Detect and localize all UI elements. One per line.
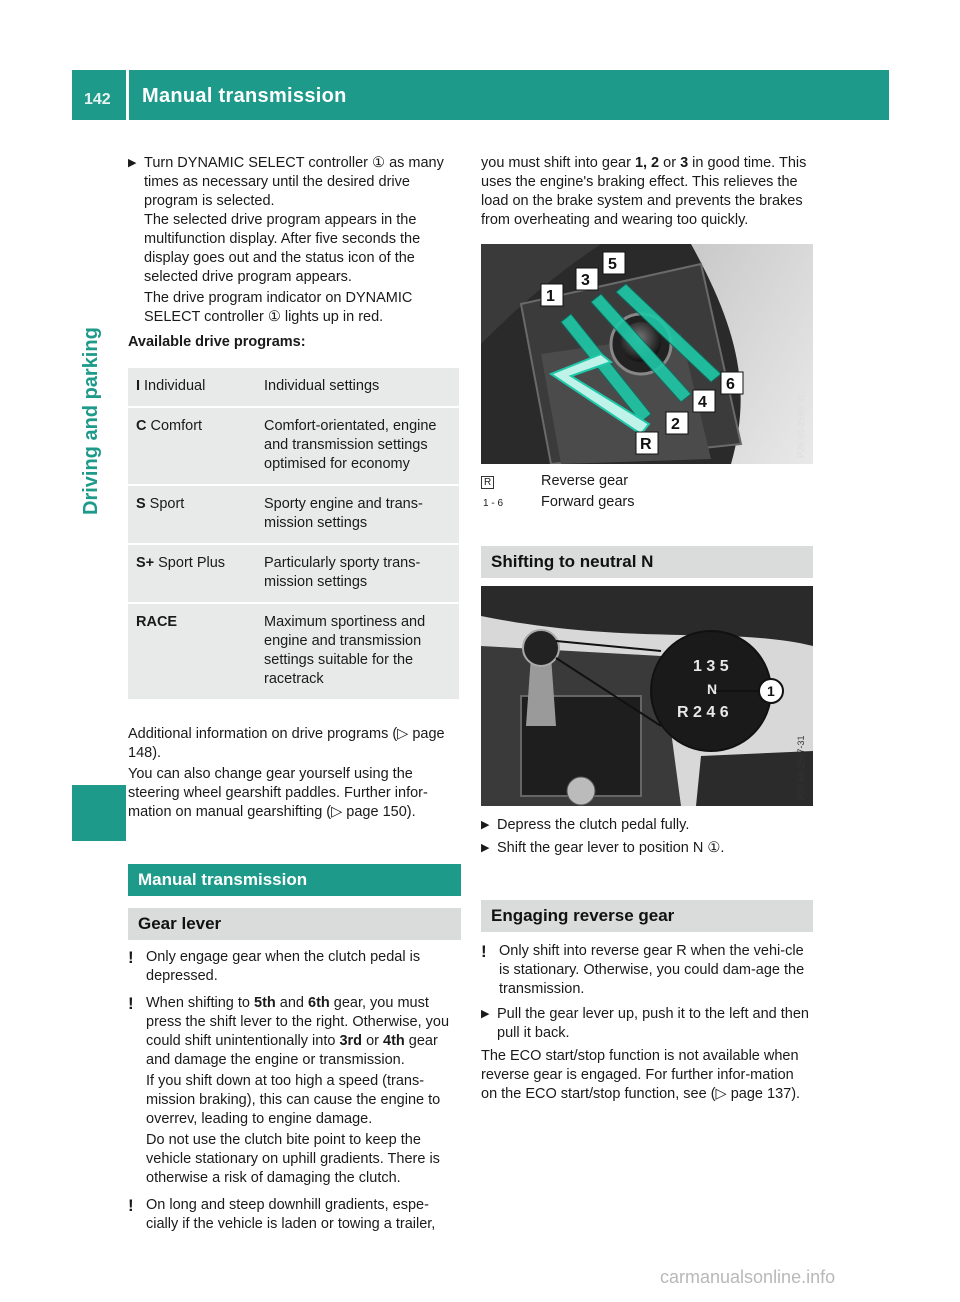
warning-text-2: If you shift down at too high a speed (trans-mission braking), this can cause the engine to overrev, leading to engine damage.: [146, 1073, 441, 1127]
legend-key: 1 - 6: [483, 498, 504, 509]
step: ▶ Depress the clutch pedal fully.: [481, 817, 690, 833]
program-name: Sport: [149, 496, 185, 512]
program-name-cell: [128, 485, 264, 544]
warning-icon: !: [128, 994, 134, 1013]
chapter-label: Driving and parking: [80, 327, 102, 515]
instruction-step: [128, 154, 461, 211]
step-arrow-icon: ▶: [481, 1008, 490, 1020]
knob-neutral: N: [707, 681, 718, 697]
instruction-text: Turn DYNAMIC SELECT controller ① as many times as necessary until the desired drive program is selected.: [144, 155, 444, 209]
warning-text-3: Do not use the clutch bite point to keep the vehicle stationary on uphill gradients. There is otherwise a risk of damaging the clutch.: [146, 1132, 440, 1186]
program-desc-cell: Particularly sporty trans-mission settings: [264, 544, 459, 603]
warning-text: On long and steep downhill gradients, espe-cially if the vehicle is laden or towing a trailer,: [146, 1197, 436, 1232]
neutral-steps: [481, 816, 813, 858]
warning-1: [128, 948, 461, 986]
program-code: S+: [136, 555, 155, 571]
reverse-heading: Engaging reverse gear: [481, 900, 813, 932]
page-title: Manual transmission: [142, 85, 347, 107]
program-desc-cell: Comfort-orientated, engine and transmission settings optimised for economy: [264, 407, 459, 485]
warning-text: Only shift into reverse gear R when the vehi-cle is stationary. Otherwise, you could dam-age the transmission.: [499, 943, 805, 997]
program-row: [128, 544, 459, 603]
gear-lever-image: [481, 244, 813, 464]
step-arrow-icon: ▶: [481, 842, 490, 854]
warning-icon: !: [128, 1196, 134, 1215]
program-row: [128, 407, 459, 485]
neutral-image: [481, 586, 813, 806]
chapter-marker: [72, 785, 126, 841]
step-arrow-icon: ▶: [481, 819, 490, 831]
eco-text: The ECO start/stop function is not available when reverse gear is engaged. For further infor-mation on the ECO start/stop function, see (▷ page 137).: [481, 1048, 801, 1102]
callout-5: 5: [608, 256, 617, 273]
program-desc-cell: Individual settings: [264, 368, 459, 407]
warning-text: When shifting to 5th and 6th gear, you must press the shift lever to the right. Otherwise, you could shift unintentionally into 3rd or 4th gear and damage the engine or transmission.: [146, 995, 450, 1068]
gear-legend: [481, 472, 813, 512]
program-row: [128, 485, 459, 544]
step: ▶ Shift the gear lever to position N ①.: [481, 840, 725, 856]
gear-lever-illustration: [481, 244, 813, 464]
program-name-cell: [128, 407, 264, 485]
program-name: Individual: [144, 378, 206, 394]
image-code: P26.60-2567-31: [796, 735, 806, 800]
page-header: [72, 70, 889, 120]
callout-1: 1: [767, 683, 775, 699]
legend-key: R: [481, 472, 541, 491]
warning-3: [128, 1196, 461, 1234]
callout-3: 3: [581, 272, 590, 289]
header-divider: [126, 70, 129, 120]
callout-1: 1: [546, 288, 555, 305]
program-desc-cell: Sporty engine and trans-mission settings: [264, 485, 459, 544]
legend-text: Reverse gear: [541, 473, 629, 489]
legend-row: [481, 493, 813, 512]
knob-bottom-gears: R 2 4 6: [677, 704, 729, 721]
program-name-cell: [128, 368, 264, 407]
callout-4: 4: [698, 394, 707, 411]
continued-text: you must shift into gear 1, 2 or 3 in good time. This uses the engine's braking effect. This relieves the load on the brake system and prevents the brakes from overheating and wearing too quickly.: [481, 155, 807, 228]
left-column: [128, 154, 461, 1234]
warning-icon: !: [128, 948, 134, 967]
reverse-step: ▶ Pull the gear lever up, push it to the left and then pull it back.: [481, 1006, 809, 1041]
subsection-title: Gear lever: [128, 908, 461, 940]
reverse-warning: [481, 942, 813, 999]
program-code: I: [136, 378, 141, 394]
step-arrow-icon: ▶: [128, 157, 137, 169]
program-name: Sport Plus: [158, 555, 226, 571]
chapter-sidebar: [72, 120, 126, 1230]
program-code: S: [136, 496, 146, 512]
program-row: [128, 368, 459, 407]
neutral-illustration: [481, 586, 813, 806]
additional-info-text: Additional information on drive programs (▷ page 148).: [128, 726, 445, 761]
drive-programs-table: [128, 368, 459, 701]
program-row: [128, 603, 459, 700]
program-name: Comfort: [150, 418, 203, 434]
watermark: carmanualsonline.info: [660, 1267, 836, 1287]
warning-icon: !: [481, 942, 487, 961]
result-text-2: The drive program indicator on DYNAMIC SELECT controller ① lights up in red.: [144, 290, 413, 325]
callout-r: R: [640, 436, 652, 453]
program-desc-cell: Maximum sportiness and engine and transmission settings suitable for the racetrack: [264, 603, 459, 700]
image-code: P26.60-2566-31: [796, 393, 806, 458]
gearshift-paddles-text: You can also change gear yourself using the steering wheel gearshift paddles. Further infor-mation on manual gearshifting (▷ page 150).: [128, 766, 428, 820]
warning-text: Only engage gear when the clutch pedal is depressed.: [146, 949, 421, 984]
neutral-heading: Shifting to neutral N: [481, 546, 813, 578]
available-programs-heading: Available drive programs:: [128, 334, 306, 350]
warning-2: [128, 994, 461, 1188]
program-name-cell: [128, 544, 264, 603]
knob-top-gears: 1 3 5: [693, 658, 729, 675]
program-code: C: [136, 418, 147, 434]
right-column: [481, 154, 813, 1104]
legend-text: Forward gears: [541, 494, 635, 510]
result-text: The selected drive program appears in the multifunction display. After five seconds the display goes out and the status icon of the selected drive program appears.: [144, 212, 421, 285]
section-title: Manual transmission: [128, 864, 461, 896]
callout-2: 2: [671, 416, 680, 433]
legend-row: [481, 472, 813, 491]
callout-6: 6: [726, 376, 735, 393]
program-name-cell: [128, 603, 264, 700]
page-number: 142: [84, 91, 111, 108]
program-code: RACE: [136, 614, 178, 630]
